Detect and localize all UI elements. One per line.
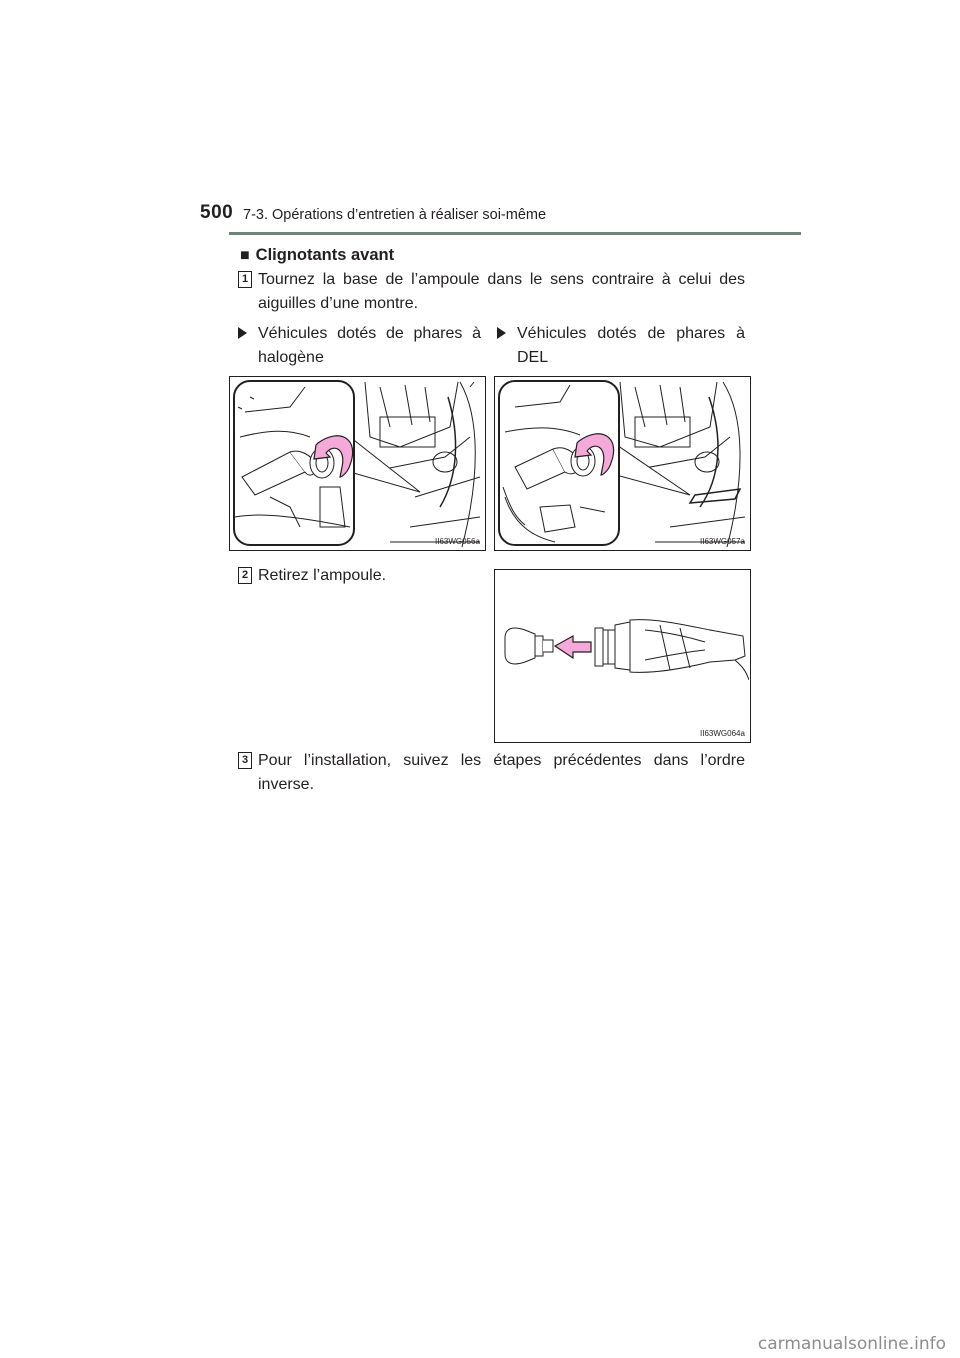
step-number-3: 3 (238, 752, 252, 769)
figure-halogen (229, 376, 486, 551)
remove-bulb-illustration (495, 570, 749, 741)
header-rule (229, 232, 801, 235)
page-number: 500 (200, 202, 234, 223)
section-marker-icon: ■ (240, 247, 250, 264)
figure-code-halogen: II63WG056a (435, 537, 480, 546)
step-1-text: Tournez la base de l’ampoule dans le sens contraire à celui des aiguilles d’une montre. (258, 271, 745, 312)
variant-halogen-text: Véhicules dotés de phares à halogène (258, 325, 481, 366)
figure-led (494, 376, 751, 551)
variant-halogen-label (258, 322, 481, 370)
step-number-1: 1 (238, 271, 252, 288)
step-number-2: 2 (238, 567, 252, 584)
halogen-illustration (230, 377, 484, 549)
variant-led-text: Véhicules dotés de phares à DEL (517, 325, 745, 366)
section-title (240, 246, 394, 265)
bullet-triangle-icon (238, 327, 247, 339)
figure-code-led: II63WG057a (700, 537, 745, 546)
figure-code-remove: II63WG064a (700, 729, 745, 738)
chapter-title: 7-3. Opérations d’entretien à réaliser soi-même (243, 207, 547, 223)
variant-led-label (517, 322, 745, 370)
watermark: carmanualsonline.info (757, 1334, 946, 1354)
bullet-triangle-icon (497, 327, 506, 339)
led-illustration (495, 377, 749, 549)
section-title-text: Clignotants avant (255, 246, 395, 264)
step-2-text: Retirez l’ampoule. (258, 567, 387, 584)
figure-remove-bulb (494, 569, 751, 743)
step-3-text: Pour l’installation, suivez les étapes précédentes dans l’ordre inverse. (258, 752, 745, 793)
